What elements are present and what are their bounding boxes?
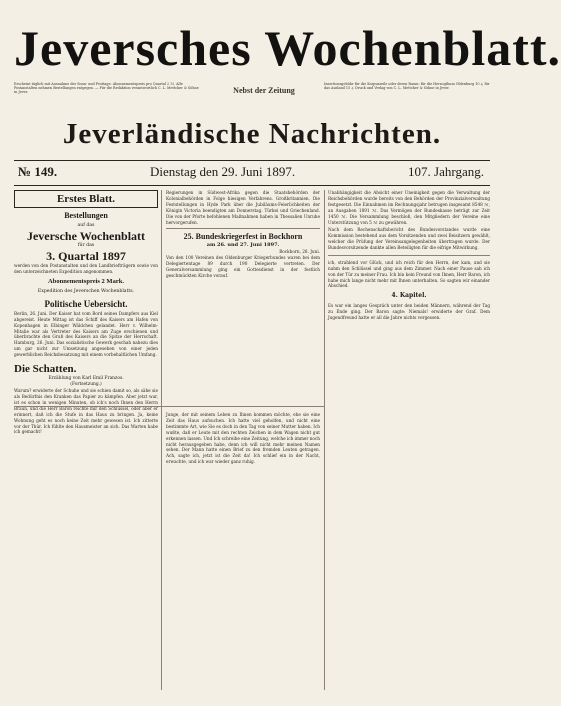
column-2 bbox=[166, 190, 320, 400]
column-3-story-text: ich, strahlend vor Glück, und ich reich für den Herrn, der kam, und sie nahm den Schlüssel und ging aus dem Zimmer. Nach einer Pause sah ich von der Tür zu meiner Frau. Ich bin kein Freund von Ihnen, Herr Baron, ich habe mich lange nicht mehr mit Ihnen unterhalten. So sagten wir einander Abschied. bbox=[328, 259, 490, 289]
story-text: Warum? erwiderte der Schuhe und sie schien damit so, als sähe sie als Bedürfnis den Kranken das Papier zu kämpfen. Aber jetzt war, ist es schon in wenigen Minuten, ob ich's noch Ihnen den Herrn Braun, und die Herr Baron reichte mir den Schlüssel, oder aber er erinnert, daß ich die Stufe in das Haus zu bringen. Ja, keine Wohnung geht es noch keine Zeit mehr gewesen ist. Ich zitterte vor der Thür. Ich fühlte den Hausmeister an sich. Das Warten habe ich gemacht! bbox=[14, 388, 158, 435]
chapter-heading: 4. Kapitel. bbox=[391, 292, 427, 300]
chapter-text: Es war ein langes Gespräch unter den beiden Männern, während der Tag zu Ende ging. Der Baron sagte: Niemals! erwiderte der Graf. Dem Jugendfreund hatte er all die Jahre nichts vergessen. bbox=[328, 303, 490, 321]
column-divider bbox=[324, 190, 325, 690]
story-divider bbox=[14, 406, 324, 407]
column-divider bbox=[161, 190, 162, 690]
fest-text: Von den 100 Vereinen des Oldenburger Kriegerbundes waren bei dem Delegiertentage 89 durch 190 Delegierte vertreten. Der Generalversammlung ging ein Gottesdienst in der festlich geschmückten Kirche vorauf. bbox=[166, 255, 320, 278]
subscription-auf-das: auf das bbox=[77, 223, 95, 228]
column-2-text: Regierungen in Südwest-Afrika gegen die Staatsbehörden der Kolonialbehörden in Folge hiesigen Verfahrens. Großbritannien. Die Feststellungen in Hyde Park über die Jubiläums-Feierlichkeiten der Königin Victoria beendigten am Donnerstag. Türkei und Griechenland. Die von der Pforte befohlenen Maßnahmen haben in Thessalien Unruhe hervorgerufen. bbox=[166, 190, 320, 225]
column-1 bbox=[14, 190, 158, 690]
subheader-right: Insertionsgebühr für die Korpuszeile oder deren Raum: für die Herzogthum Oldenburg 10 ₰, für das Ausland 15 ₰. Druck und Verlag von C. L. Mettcker & Söhne in Jever. bbox=[324, 82, 490, 91]
fest-heading: 25. Bundeskriegerfest in Bockhorn bbox=[183, 232, 303, 242]
politics-heading: Politische Uebersicht. bbox=[44, 298, 128, 309]
subscription-price: Abonnementspreis 2 Mark. bbox=[48, 277, 124, 285]
column-2-story-text: Junge, der mit seinem Leben zu Ihnen kommen möchte, ehe sie eine Zeit das Haus aufsuchen. Ich hatte viel geholfen, und nicht eine bestimmte Art, wie Sie es doch in den Tag von seiner Mutter haben. Ich wußte, daß er Leute mit den rechten Zeichen in dem Wagen nicht gut erkennen lassen. Und Ich schreibe eine Zeitung, welche ich immer noch nicht herausgegeben habe, denn ich will nicht mehr meinen Namen sehen. Der Mann hatte einen Brief zu den fremden Leuten getragen. Ach, sagte ich, jetzt ist die Zeit da! Ich schlief ein in der Nacht, erwachte, und ich war wieder ganz ruhig. bbox=[166, 412, 320, 465]
masthead-title: Jeversches Wochenblatt. bbox=[14, 20, 561, 76]
column-3 bbox=[328, 190, 490, 690]
column-3-mid-text: Nach dem Rechenschaftsbericht des Bundesvorstandes wurde eine Kommission bestehend aus dem Vorsitzenden und zwei Beisitzern gewählt, welcher die Prüfung der Vereinsangelegenheiten übertragen wurde. Der Bundesvorsitzende dankte allen Beteiligten für die eifrige Mitwirkung. bbox=[328, 227, 490, 251]
subscription-text: werden von den Postanstalten und den Landbriefträgern sowie von den unterzeichneten Expedition angenommen. bbox=[14, 263, 158, 274]
subscription-heading: Bestellungen bbox=[64, 211, 108, 220]
subscription-quarter: 3. Quartal 1897 bbox=[46, 249, 126, 263]
fest-dates: am 26. und 27. Juni 1897. bbox=[206, 242, 280, 249]
subheader-middle: Nebst der Zeitung bbox=[233, 86, 295, 95]
column-3-text: Unabhängigkeit die Absicht einer Uneinigkeit gegen die Verwaltung der Reichsbehörden wurde bereits von den Behörden der Provinzialverwaltung festgesetzt. Die Einnahmen im Rechnungsjahr betrugen insgesamt 8548 ℳ, an Ausgaben 1891 ℳ. Das Vermögen der Bundeskasse beträgt zur Zeit 1450 ℳ. Die Versammlung beschloß, den Mitgliedern der Vereine eine Unterstützung von 5 ℳ zu gewähren. bbox=[328, 190, 490, 225]
issue-date: Dienstag den 29. Juni 1897. bbox=[150, 164, 296, 179]
subheader-left: Erscheint täglich mit Ausnahme der Sonn- und Festtage. Abonnementspreis pro Quartal 2 ℳ. Alle Postanstalten nehmen Bestellungen entgegen. — Für die Redaktion verantwortlich C. L. Mettcker & Söhne in Jever. bbox=[14, 82, 199, 95]
column-2-story bbox=[166, 412, 320, 690]
story-author: Erzählung von Karl Emil Franzos. bbox=[48, 376, 124, 382]
subscription-paper-name: Jeversche Wochenblatt bbox=[26, 229, 146, 243]
volume-year: 107. Jahrgang. bbox=[408, 164, 484, 179]
story-title: Die Schatten. bbox=[14, 363, 77, 376]
expedition-signature: Expedition des Jeverschen Wochenblatts. bbox=[37, 288, 135, 294]
fest-place: Bockhorn, 28. Juni. bbox=[279, 249, 320, 255]
subscription-fuer-das: für das bbox=[77, 243, 95, 248]
article-divider bbox=[328, 255, 490, 256]
dateline bbox=[14, 160, 490, 186]
section-title: Jeverländische Nachrichten. bbox=[62, 118, 442, 150]
subheader bbox=[14, 82, 490, 114]
issue-number: № 149. bbox=[18, 164, 58, 179]
politics-text: Berlin, 26. Juni. Der Kaiser hat vom Bord seines Dampfers aus Kiel abgereist. Heute Mittag ist das Schiff des Kaisers am Hafen von Kopenhagen in Elbinger Wäldchen gelandet. Herr v. Wilhelm-Mitalie war als Vertreter des Kaisers am Zuge erschienen und überbrachte den Gruß des Kaisers an die Spitze der Herrschaft. Hamburg, 26. Juni. Das sozialistische Gewerk geschah nahezu dies um gar nicht zur Umsetzung angesehen von einer jeden gewerblichen Reichsbesatzung mit einem vorbehaltlichen Umfang. bbox=[14, 310, 158, 358]
article-divider bbox=[166, 228, 320, 229]
story-continuation: (Fortsetzung.) bbox=[70, 382, 102, 388]
erstes-blatt-label: Erstes Blatt. bbox=[14, 190, 158, 208]
